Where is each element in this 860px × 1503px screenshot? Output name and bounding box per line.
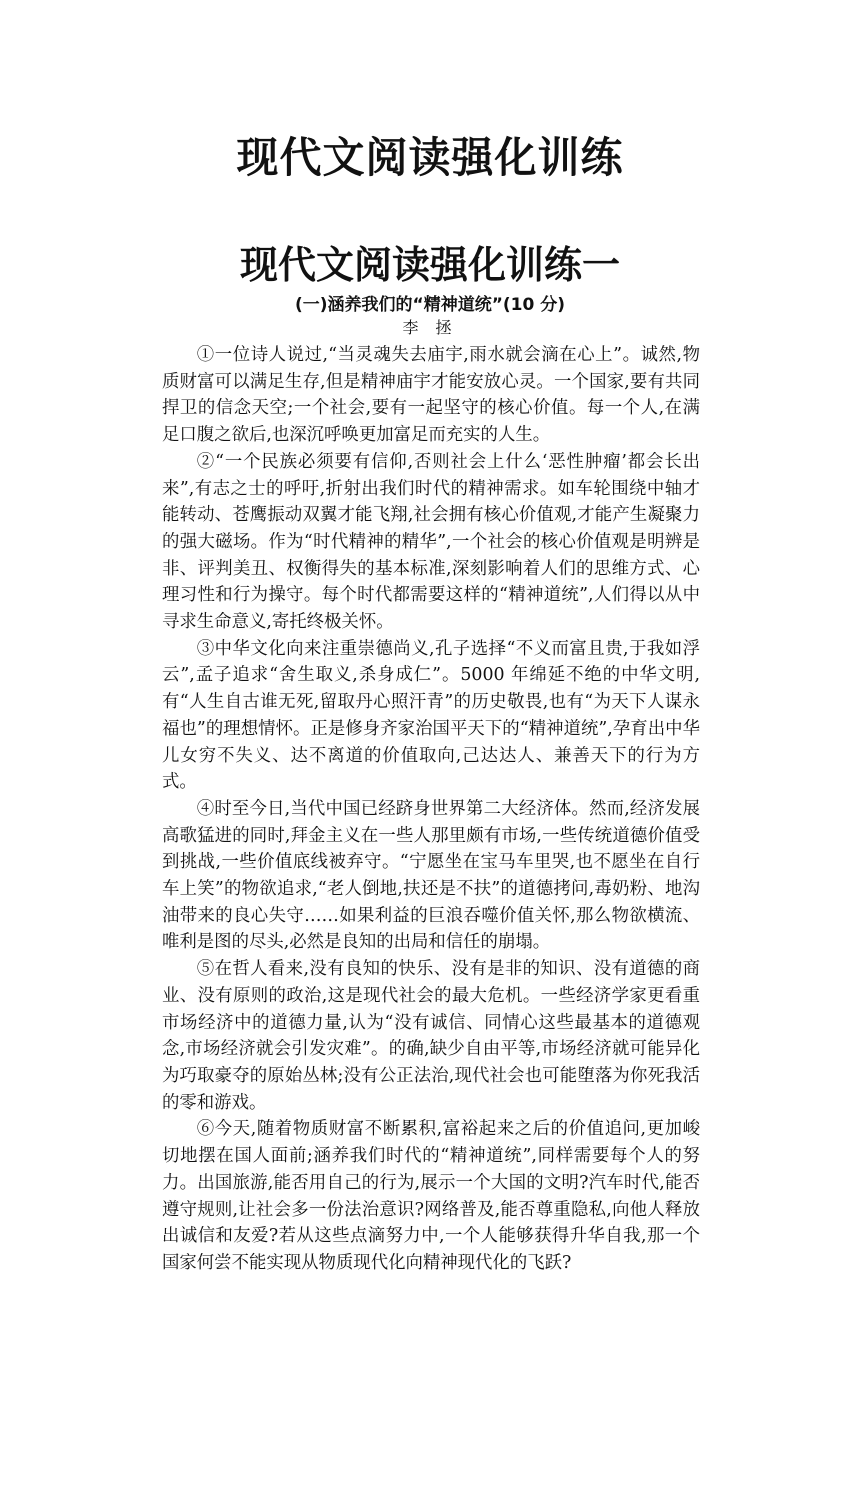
section-title: 现代文阅读强化训练一: [239, 243, 620, 287]
paragraph-4: ④时至今日,当代中国已经跻身世界第二大经济体。然而,经济发展高歌猛进的同时,拜金主义在一些人那里颇有市场,一些传统道德价值受到挑战,一些价值底线被弃守。“宁愿坐在宝马车里哭,也不愿坐在自行车上笑”的物欲追求,“老人倒地,扶还是不扶”的道德拷问,毒奶粉、地沟油带来的良心失守……如果利益的巨浪吞噬价值关怀,那么物欲横流、唯利是图的尽头,必然是良知的出局和信任的崩塌。: [162, 798, 700, 953]
article-body: [162, 342, 700, 1277]
paragraph-6: ⑥今天,随着物质财富不断累积,富裕起来之后的价值追问,更加峻切地摆在国人面前;涵养我们时代的“精神道统”,同样需要每个人的努力。出国旅游,能否用自己的行为,展示一个大国的文明?汽车时代,能否遵守规则,让社会多一份法治意识?网络普及,能否尊重隐私,向他人释放出诚信和友爱?若从这些点滴努力中,一个人能够获得升华自我,那一个国家何尝不能实现从物质现代化向精神现代化的飞跃?: [162, 1119, 700, 1273]
main-title: 现代文阅读强化训练: [236, 133, 624, 182]
article-title: (一)涵养我们的“精神道统”(10 分): [295, 295, 565, 315]
paragraph-2: ②“一个民族必须要有信仰,否则社会上什么‘恶性肿瘤’都会长出来”,有志之士的呼吁,折射出我们时代的精神需求。如车轮围绕中轴才能转动、苍鹰振动双翼才能飞翔,社会拥有核心价值观,才能产生凝聚力的强大磁场。作为“时代精神的精华”,一个社会的核心价值观是明辨是非、评判美丑、权衡得失的基本标准,深刻影响着人们的思维方式、心理习性和行为操守。每个时代都需要这样的“精神道统”,人们得以从中寻求生命意义,寄托终极关怀。: [162, 451, 700, 633]
paragraph-1: ①一位诗人说过,“当灵魂失去庙宇,雨水就会滴在心上”。诚然,物质财富可以满足生存,但是精神庙宇才能安放心灵。一个国家,要有共同捍卫的信念天空;一个社会,要有一起坚守的核心价值。每一个人,在满足口腹之欲后,也深沉呼唤更加富足而充实的人生。: [162, 345, 700, 446]
author-name: 李 拯: [402, 318, 458, 337]
paragraph-5: ⑤在哲人看来,没有良知的快乐、没有是非的知识、没有道德的商业、没有原则的政治,这是现代社会的最大危机。一些经济学家更看重市场经济中的道德力量,认为“没有诚信、同情心这些最基本的道德观念,市场经济就会引发灾难”。的确,缺少自由平等,市场经济就可能异化为巧取豪夺的原始丛林;没有公正法治,现代社会也可能堕落为你死我活的零和游戏。: [162, 959, 700, 1113]
paragraph-3: ③中华文化向来注重崇德尚义,孔子选择“不义而富且贵,于我如浮云”,孟子追求“舍生取义,杀身成仁”。5000 年绵延不绝的中华文明,有“人生自古谁无死,留取丹心照汗青”的历史敬畏,也有“为天下人谋永福也”的理想情怀。正是修身齐家治国平天下的“精神道统”,孕育出中华儿女穷不失义、达不离道的价值取向,己达达人、兼善天下的行为方式。: [162, 638, 700, 793]
